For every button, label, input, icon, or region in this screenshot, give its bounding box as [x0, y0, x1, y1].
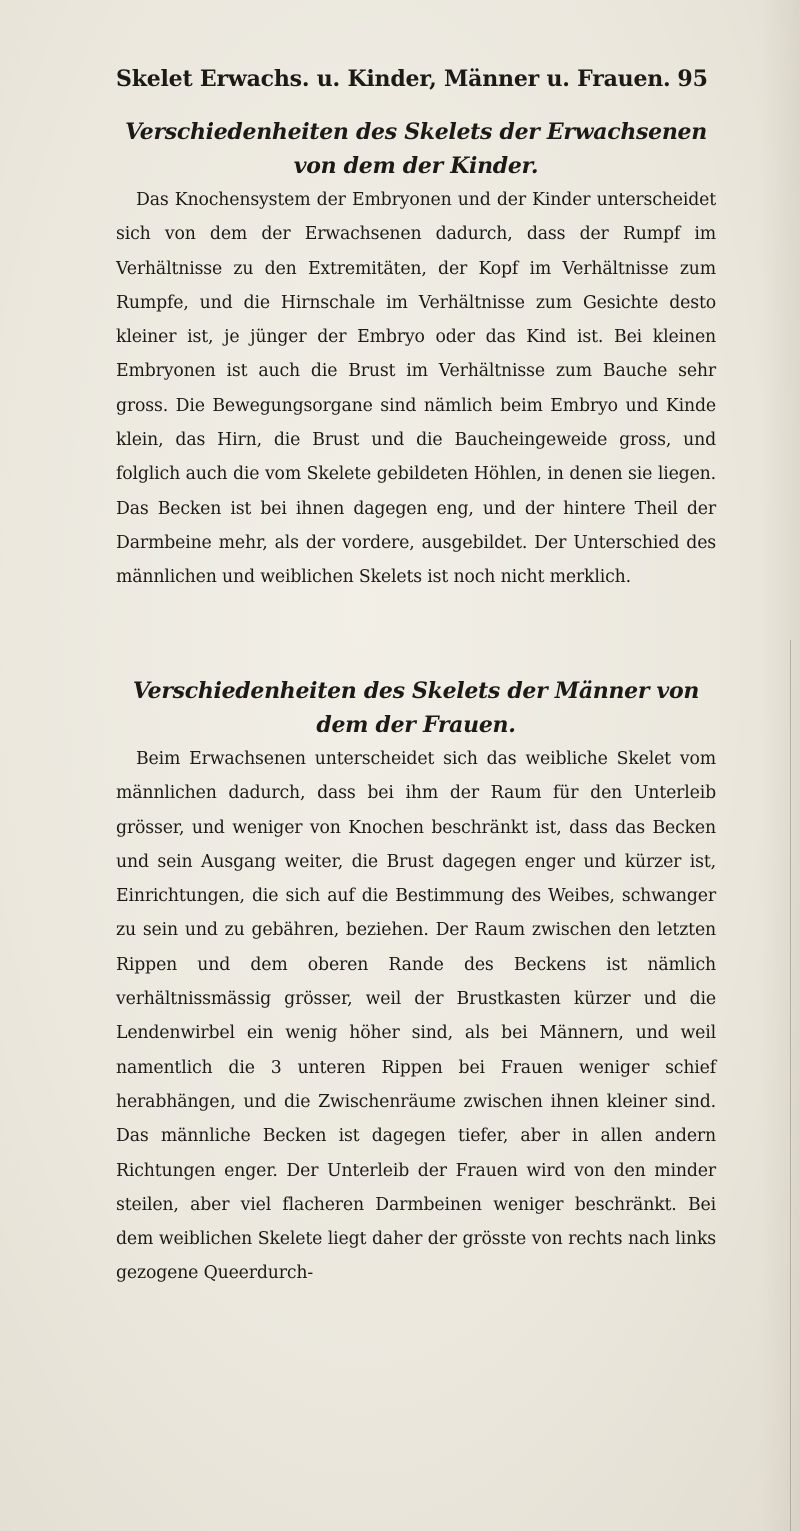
section-paragraph: Beim Erwachsenen unterscheidet sich das weibliche Skelet vom männlichen dadurch, dass bei ihm der Raum für den Unterleib grösser, und weniger von Knochen beschränkt ist, dass das Becken und sein Ausgang weiter, die Brust dagegen enger und kürzer ist, Einrichtungen, die sich auf die Bestimmung des Weibes, schwanger zu sein und zu gebähren, beziehen. Der Raum zwischen den letzten Rippen und dem oberen Rande des Beckens ist nämlich verhältnissmässig grösser, weil der Brustkasten kürzer und die Lendenwirbel ein wenig höher sind, als bei Männern, und weil namentlich die 3 unteren Rippen bei Frauen weniger schief herabhängen, und die Zwischenräume zwischen ihnen kleiner sind. Das männliche Becken ist dagegen tiefer, aber in allen andern Richtungen enger. Der Unterleib der Frauen wird von den minder steilen, aber viel flacheren Darmbeinen weniger beschränkt. Bei dem weiblichen Skelete liegt daher der grösste von rechts nach links gezogene Queerdurch- — [116, 749, 716, 1284]
section-heading: Verschiedenheiten des Skelets der Erwachsenen von dem der Kinder. — [125, 119, 707, 179]
page-number: 95 — [677, 66, 708, 92]
page-edge-line — [790, 640, 791, 1531]
section-children-vs-adults — [116, 115, 716, 595]
section-paragraph: Das Knochensystem der Embryonen und der Kinder unterscheidet sich von dem der Erwachsenen dadurch, dass der Rumpf im Verhältnisse zu den Extremitäten, der Kopf im Verhältnisse zum Rumpfe, und die Hirnschale im Verhältnisse zum Gesichte desto kleiner ist, je jünger der Embryo oder das Kind ist. Bei kleinen Embryonen ist auch die Brust im Verhältnisse zum Bauche sehr gross. Die Bewegungsorgane sind nämlich beim Embryo und Kinde klein, das Hirn, die Brust und die Baucheingeweide gross, und folglich auch die vom Skelete gebildeten Höhlen, in denen sie liegen. Das Becken ist bei ihnen dagegen eng, und der hintere Theil der Darmbeine mehr, als der vordere, ausgebildet. Der Unterschied des männlichen und weiblichen Skelets ist noch nicht merklich. — [116, 190, 716, 588]
section-heading: Verschiedenheiten des Skelets der Männer von dem der Frauen. — [132, 678, 700, 738]
running-head — [116, 66, 708, 106]
section-men-vs-women — [116, 674, 716, 1291]
running-title: Skelet Erwachs. u. Kinder, Männer u. Frauen. — [116, 66, 671, 92]
page-edge-shadow — [760, 0, 800, 1531]
